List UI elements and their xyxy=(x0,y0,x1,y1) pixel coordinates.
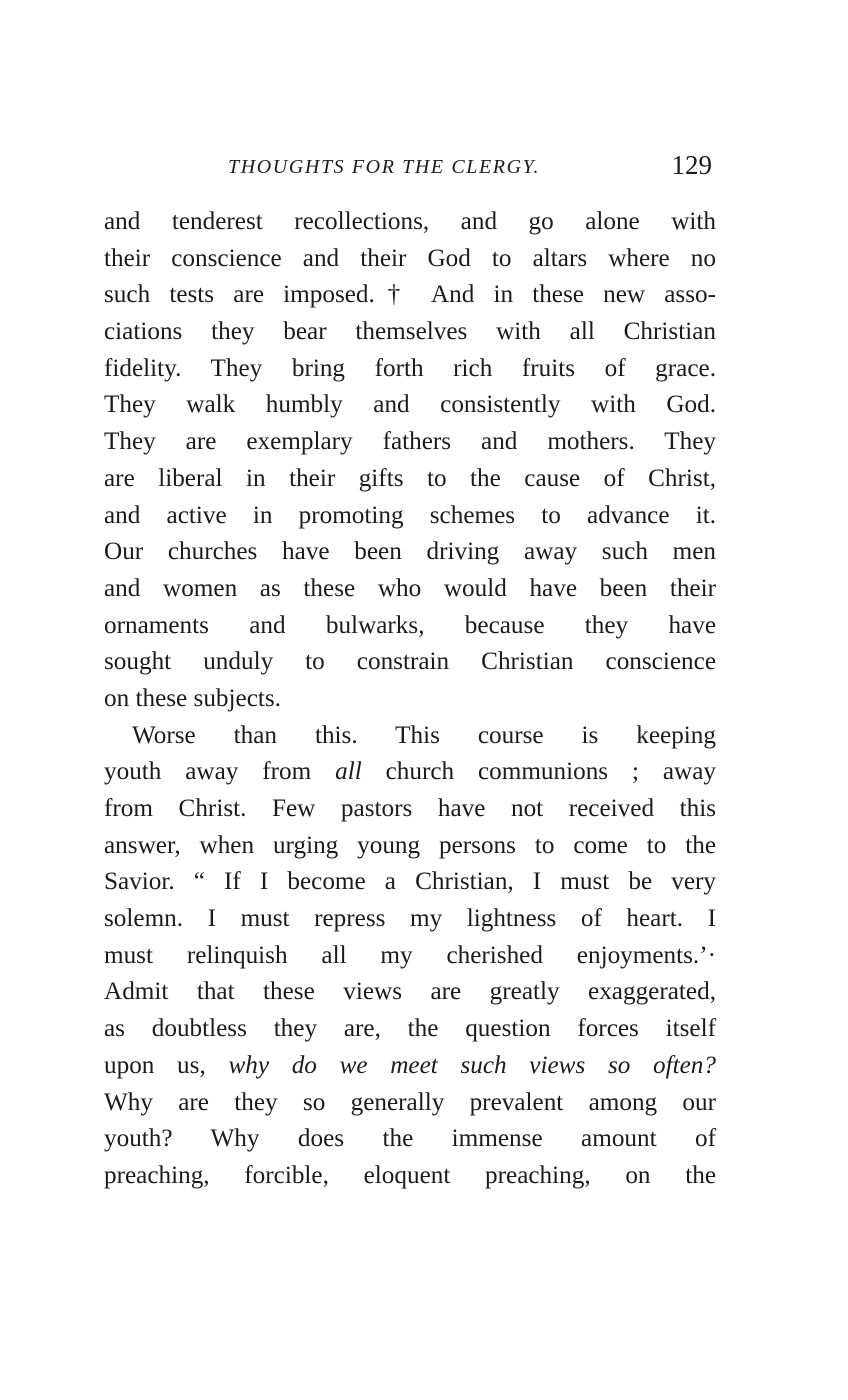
text-line: are liberal in their gifts to the cause of Christ, xyxy=(104,464,716,492)
paragraph-1 xyxy=(104,204,716,718)
text-line: and women as these who would have been their xyxy=(104,574,716,602)
text-line: ciations they bear themselves with all Christian xyxy=(104,318,716,346)
page-number: 129 xyxy=(671,150,712,180)
text-segment: youth away from xyxy=(104,758,336,786)
text-segment: upon us, xyxy=(104,1051,229,1079)
text-line: youth? Why does the immense amount of xyxy=(104,1125,716,1153)
text-line: on these subjects. xyxy=(104,684,281,712)
paragraph-2 xyxy=(104,718,716,1195)
text-line: Why are they so generally prevalent among our xyxy=(104,1088,716,1116)
text-line xyxy=(104,754,716,791)
text-line: their conscience and their God to altars where no xyxy=(104,244,716,272)
text-line: fidelity. They bring forth rich fruits of grace. xyxy=(104,354,716,382)
text-line: ornaments and bulwarks, because they have xyxy=(104,611,716,639)
text-line: must relinquish all my cherished enjoyments.’· xyxy=(104,941,716,969)
text-line: They walk humbly and consistently with God. xyxy=(104,391,716,419)
text-line: Our churches have been driving away such men xyxy=(104,538,716,566)
text-line: from Christ. Few pastors have not received this xyxy=(104,795,716,822)
running-head xyxy=(104,150,716,190)
italic-emphasis: all xyxy=(335,758,362,786)
italic-emphasis: why do we meet such views so often? xyxy=(228,1051,716,1079)
text-line: and active in promoting schemes to advance it. xyxy=(104,501,716,529)
text-line: answer, when urging young persons to come to the xyxy=(104,831,716,859)
text-line: as doubtless they are, the question forces itself xyxy=(104,1015,716,1043)
text-line: solemn. I must repress my lightness of heart. I xyxy=(104,905,716,933)
running-title: THOUGHTS FOR THE CLERGY. xyxy=(228,156,541,178)
text-line: sought unduly to constrain Christian conscience xyxy=(104,648,716,676)
text-line: Savior. “ If I become a Christian, I must be very xyxy=(104,868,716,896)
text-line: and tenderest recollections, and go alone with xyxy=(104,208,716,235)
text-line: preaching, forcible, eloquent preaching, on the xyxy=(104,1161,716,1189)
text-line: They are exemplary fathers and mothers. They xyxy=(104,428,716,456)
text-line: such tests are imposed.† And in these new asso- xyxy=(104,281,716,309)
text-line xyxy=(104,1048,716,1085)
text-segment: church communions ; away xyxy=(361,758,716,786)
text-line: Admit that these views are greatly exaggerated, xyxy=(104,978,716,1006)
body-text xyxy=(104,204,716,1195)
text-line: Worse than this. This course is keeping xyxy=(132,721,716,749)
